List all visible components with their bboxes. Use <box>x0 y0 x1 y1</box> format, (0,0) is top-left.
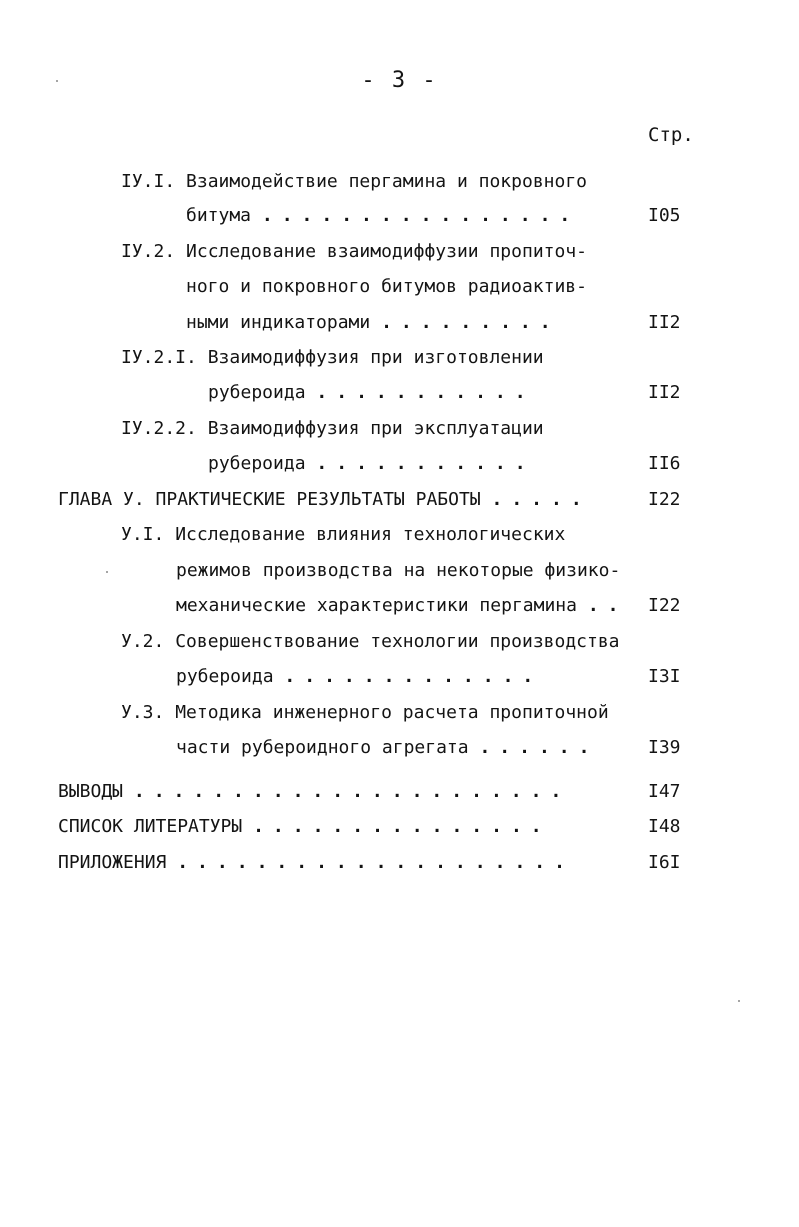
toc-entry-number: IУ.2.I. <box>121 347 197 368</box>
toc-page-number: I3I <box>648 666 681 687</box>
toc-entry-title-line: ПРИЛОЖЕНИЯ <box>58 852 167 873</box>
scan-speck <box>56 80 58 82</box>
toc-entry-number: IУ.I. <box>121 171 176 192</box>
toc-entry-number: ГЛАВА У. <box>58 489 145 510</box>
toc-leader-dots: .. <box>587 595 628 616</box>
toc-leader-dots: ........... <box>316 453 535 474</box>
toc-leader-dots: ........... <box>316 382 535 403</box>
toc-entry-title-line: Исследование влияния технологических <box>175 524 566 545</box>
toc-page-number: I6I <box>648 852 681 873</box>
toc-leader-dots: ......... <box>381 312 560 333</box>
toc-entry-title-line: битума <box>186 205 252 226</box>
toc-page-number: I48 <box>648 816 681 837</box>
toc-page-number: II6 <box>648 453 681 474</box>
toc-entry-title-line: рубероида <box>208 453 306 474</box>
toc-page-number: II2 <box>648 382 681 403</box>
toc-entry-title-line: Взаимодиффузия при эксплуатации <box>207 418 544 439</box>
scan-speck <box>738 1000 740 1002</box>
toc-page-number: I39 <box>648 737 681 758</box>
toc-entry-title-line: ными индикаторами <box>186 312 371 333</box>
scan-speck <box>106 571 108 573</box>
toc-page-number: I05 <box>648 205 681 226</box>
toc-entry-title-line: Совершенствование технологии производства <box>175 631 620 652</box>
toc-entry-number: IУ.2. <box>121 241 176 262</box>
toc-entry-title-line: рубероида <box>176 666 274 687</box>
toc-entry-title-line: части рубероидного агрегата <box>176 737 469 758</box>
toc-entry-title-line: Взаимодиффузия при изготовлении <box>207 347 544 368</box>
toc-entry-number: У.2. <box>121 631 165 652</box>
toc-entry-title-line: Исследование взаимодиффузии пропиточ- <box>186 241 587 262</box>
toc-entry-title-line: СПИСОК ЛИТЕРАТУРЫ <box>58 816 243 837</box>
toc-entry-title-line: Взаимодействие пергамина и покровного <box>186 171 587 192</box>
toc-entry-title-line: ного и покровного битумов радиоактив- <box>186 276 587 297</box>
page-column-label: Стр. <box>648 124 694 146</box>
toc-leader-dots: .................... <box>177 852 574 873</box>
page-number: - 3 - <box>361 68 438 93</box>
toc-leader-dots: ...................... <box>133 781 571 802</box>
toc-leader-dots: ..... <box>491 489 591 510</box>
toc-entry-number: У.3. <box>121 702 165 723</box>
toc-leader-dots: ............... <box>253 816 551 837</box>
toc-page-number: II2 <box>648 312 681 333</box>
toc-leader-dots: ............. <box>284 666 543 687</box>
toc-page-number: I47 <box>648 781 681 802</box>
toc-entry-title-line: ПРАКТИЧЕСКИЕ РЕЗУЛЬТАТЫ РАБОТЫ <box>155 489 481 510</box>
toc-entry-title-line: механические характеристики пергамина <box>176 595 577 616</box>
toc-leader-dots: ................ <box>261 205 580 226</box>
toc-page-number: I22 <box>648 489 681 510</box>
toc-entry-title-line: Методика инженерного расчета пропиточной <box>175 702 609 723</box>
toc-entry-title-line: ВЫВОДЫ <box>58 781 124 802</box>
toc-entry-number: IУ.2.2. <box>121 418 197 439</box>
toc-leader-dots: ...... <box>479 737 599 758</box>
toc-entry-title-line: режимов производства на некоторые физико- <box>176 560 621 581</box>
toc-page-number: I22 <box>648 595 681 616</box>
toc-entry-title-line: рубероида <box>208 382 306 403</box>
toc-entry-number: У.I. <box>121 524 165 545</box>
